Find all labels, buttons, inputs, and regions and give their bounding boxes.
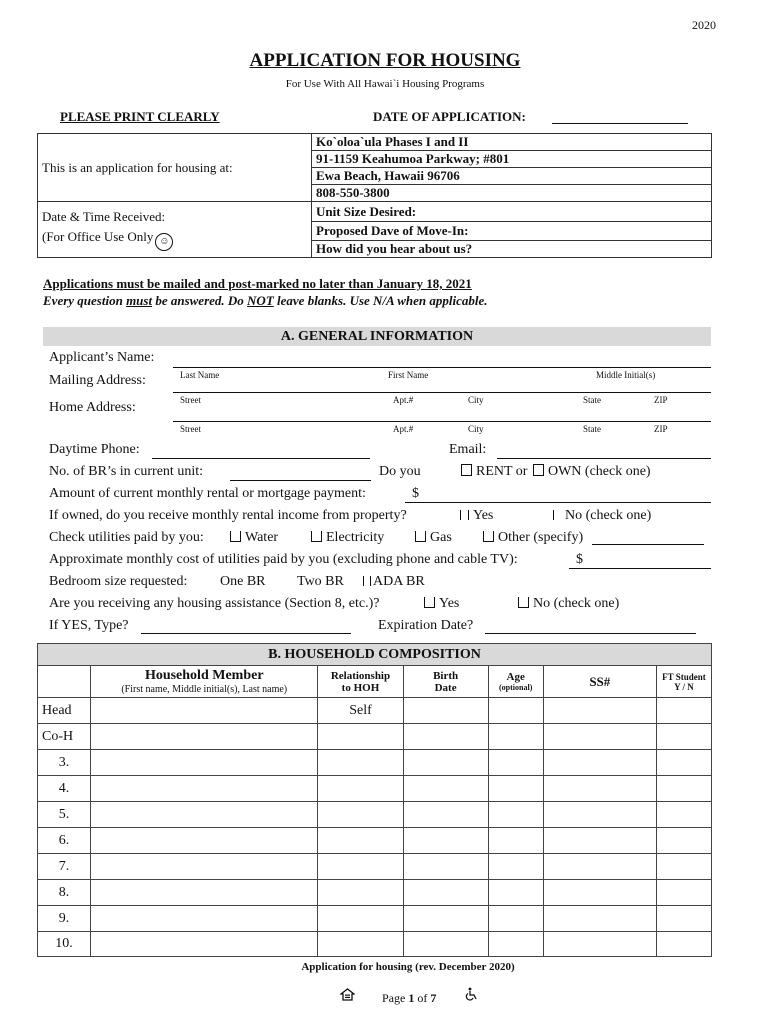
table-row bbox=[38, 880, 712, 906]
if-yes-type-label: If YES, Type? bbox=[49, 618, 129, 633]
table-row bbox=[38, 828, 712, 854]
street-caption: Street bbox=[180, 424, 201, 434]
birth-date-field[interactable] bbox=[403, 906, 488, 932]
utilities-label: Check utilities paid by you: bbox=[49, 530, 204, 545]
table-row bbox=[38, 724, 712, 750]
relationship-field[interactable] bbox=[318, 854, 403, 880]
birth-date-field[interactable] bbox=[403, 880, 488, 906]
member-name-field[interactable] bbox=[91, 828, 318, 854]
birth-date-field[interactable] bbox=[403, 854, 488, 880]
apt-caption: Apt.# bbox=[393, 395, 414, 405]
current-br-label: No. of BR’s in current unit: bbox=[49, 464, 203, 479]
row-label: 8. bbox=[38, 880, 91, 906]
ft-student-field[interactable] bbox=[656, 932, 711, 957]
ss-number-field[interactable] bbox=[543, 698, 656, 724]
apt-caption: Apt.# bbox=[393, 424, 414, 434]
member-name-field[interactable] bbox=[91, 854, 318, 880]
birth-date-field[interactable] bbox=[403, 750, 488, 776]
birth-date-header: Birth Date bbox=[403, 666, 488, 698]
member-name-field[interactable] bbox=[91, 724, 318, 750]
ss-number-field[interactable] bbox=[543, 750, 656, 776]
move-in-field[interactable]: Proposed Dave of Move-In: bbox=[312, 222, 712, 241]
member-name-field[interactable] bbox=[91, 698, 318, 724]
last-name-caption: Last Name bbox=[180, 370, 220, 380]
rent-checkbox[interactable] bbox=[461, 464, 472, 476]
electricity-checkbox[interactable]: Electricity bbox=[311, 530, 384, 546]
relationship-field[interactable] bbox=[318, 828, 403, 854]
utilities-cost-field[interactable] bbox=[569, 568, 711, 569]
state-caption: State bbox=[583, 424, 601, 434]
ft-student-field[interactable] bbox=[656, 828, 711, 854]
assistance-no[interactable]: No (check one) bbox=[518, 596, 619, 612]
own-checkbox[interactable] bbox=[533, 464, 544, 476]
mailing-address-field[interactable] bbox=[173, 392, 711, 393]
rules-notice: Every question must be answered. Do NOT leave blanks. Use N/A when applicable. bbox=[43, 293, 488, 308]
home-address-label: Home Address: bbox=[49, 400, 136, 415]
ada-br-option[interactable]: ADA BR bbox=[363, 574, 425, 590]
rent-own-choice: RENT or OWN (check one) bbox=[461, 464, 651, 480]
age-field[interactable] bbox=[488, 750, 543, 776]
ss-number-field[interactable] bbox=[543, 776, 656, 802]
other-checkbox[interactable]: Other (specify) bbox=[483, 530, 583, 546]
age-field[interactable] bbox=[488, 828, 543, 854]
ft-student-field[interactable] bbox=[656, 854, 711, 880]
ft-student-field[interactable] bbox=[656, 880, 711, 906]
member-name-field[interactable] bbox=[91, 802, 318, 828]
bedroom-size-label: Bedroom size requested: bbox=[49, 574, 188, 589]
dollar-sign: $ bbox=[412, 486, 419, 501]
ss-number-field[interactable] bbox=[543, 828, 656, 854]
age-field[interactable] bbox=[488, 932, 543, 957]
state-caption: State bbox=[583, 395, 601, 405]
other-specify-field[interactable] bbox=[592, 544, 704, 545]
birth-date-field[interactable] bbox=[403, 828, 488, 854]
deadline-notice: Applications must be mailed and post-marked no later than January 18, 2021 bbox=[43, 276, 472, 291]
email-field[interactable] bbox=[497, 458, 711, 459]
relationship-header: Relationship to HOH bbox=[318, 666, 403, 698]
table-row bbox=[38, 776, 712, 802]
equal-housing-icon bbox=[340, 988, 355, 1001]
relationship-field[interactable] bbox=[318, 906, 403, 932]
current-br-field[interactable] bbox=[230, 480, 371, 481]
relationship-field[interactable] bbox=[318, 776, 403, 802]
ft-student-field[interactable] bbox=[656, 906, 711, 932]
gas-checkbox[interactable]: Gas bbox=[415, 530, 452, 546]
table-row bbox=[38, 932, 712, 957]
assistance-type-field[interactable] bbox=[141, 633, 351, 634]
age-header: Age (optional) bbox=[488, 666, 543, 698]
monthly-rent-label: Amount of current monthly rental or mortgage payment: bbox=[49, 486, 366, 501]
monthly-rent-field[interactable] bbox=[405, 502, 711, 503]
ft-student-header: FT Student Y / N bbox=[656, 666, 711, 698]
row-label: Head bbox=[38, 698, 91, 724]
property-phone: 808-550-3800 bbox=[312, 185, 712, 202]
table-row bbox=[38, 906, 712, 932]
utilities-cost-label: Approximate monthly cost of utilities paid by you (excluding phone and cable TV): bbox=[49, 552, 518, 567]
member-name-field[interactable] bbox=[91, 750, 318, 776]
date-received-label: Date & Time Received: bbox=[42, 208, 166, 224]
heard-about-field[interactable]: How did you hear about us? bbox=[312, 241, 712, 258]
email-label: Email: bbox=[449, 442, 487, 457]
relationship-field[interactable] bbox=[318, 750, 403, 776]
birth-date-field[interactable] bbox=[403, 724, 488, 750]
expiration-date-field[interactable] bbox=[485, 633, 696, 634]
ss-number-field[interactable] bbox=[543, 802, 656, 828]
age-field[interactable] bbox=[488, 698, 543, 724]
year-label: 2020 bbox=[692, 18, 716, 32]
wheelchair-icon bbox=[464, 987, 478, 1001]
birth-date-field[interactable] bbox=[403, 776, 488, 802]
row-label: 7. bbox=[38, 854, 91, 880]
row-label: 3. bbox=[38, 750, 91, 776]
applicant-name-label: Applicant’s Name: bbox=[49, 350, 155, 365]
row-label: 5. bbox=[38, 802, 91, 828]
ft-student-field[interactable] bbox=[656, 802, 711, 828]
zip-caption: ZIP bbox=[654, 395, 668, 405]
daytime-phone-label: Daytime Phone: bbox=[49, 442, 140, 457]
birth-date-field[interactable] bbox=[403, 802, 488, 828]
applicant-name-field[interactable] bbox=[173, 367, 711, 368]
birth-date-field[interactable] bbox=[403, 932, 488, 957]
property-street: 91-1159 Keahumoa Parkway; #801 bbox=[312, 151, 712, 168]
member-name-field[interactable] bbox=[91, 932, 318, 957]
first-name-caption: First Name bbox=[388, 370, 429, 380]
application-for-cell: This is an application for housing at: bbox=[38, 134, 312, 202]
date-of-application-label: DATE OF APPLICATION: bbox=[373, 109, 526, 124]
daytime-phone-field[interactable] bbox=[152, 458, 370, 459]
member-name-field[interactable] bbox=[91, 906, 318, 932]
print-clearly-label: PLEASE PRINT CLEARLY bbox=[60, 109, 220, 124]
page-subtitle: For Use With All Hawai`i Housing Programs bbox=[285, 78, 485, 90]
unit-size-field[interactable]: Unit Size Desired: bbox=[312, 202, 712, 222]
member-name-field[interactable] bbox=[91, 880, 318, 906]
ss-header: SS# bbox=[543, 666, 656, 698]
water-checkbox[interactable]: Water bbox=[230, 530, 278, 546]
birth-date-field[interactable] bbox=[403, 698, 488, 724]
office-use-cell bbox=[38, 202, 312, 258]
ss-number-field[interactable] bbox=[543, 724, 656, 750]
age-field[interactable] bbox=[488, 724, 543, 750]
table-row bbox=[38, 750, 712, 776]
smiley-icon: ☺ bbox=[155, 233, 173, 251]
one-br-option[interactable]: One BR bbox=[220, 574, 266, 589]
rental-income-question: If owned, do you receive monthly rental income from property? bbox=[49, 508, 407, 523]
relationship-field[interactable] bbox=[318, 880, 403, 906]
ft-student-field[interactable] bbox=[656, 698, 711, 724]
zip-caption: ZIP bbox=[654, 424, 668, 434]
office-use-label: (For Office Use Only bbox=[42, 228, 154, 244]
date-of-application-field[interactable] bbox=[552, 123, 688, 124]
ft-student-field[interactable] bbox=[656, 750, 711, 776]
row-label: 6. bbox=[38, 828, 91, 854]
property-city: Ewa Beach, Hawaii 96706 bbox=[312, 168, 712, 185]
mailing-address-label: Mailing Address: bbox=[49, 373, 146, 388]
age-field[interactable] bbox=[488, 906, 543, 932]
assistance-yes[interactable]: Yes bbox=[424, 596, 459, 612]
rental-income-yes[interactable]: Yes bbox=[460, 508, 493, 524]
revision-label: Application for housing (rev. December 2020) bbox=[301, 961, 515, 973]
relationship-field[interactable] bbox=[318, 802, 403, 828]
section-a-header: A. GENERAL INFORMATION bbox=[43, 327, 711, 346]
ss-number-field[interactable] bbox=[543, 854, 656, 880]
table-row bbox=[38, 854, 712, 880]
relationship-field[interactable] bbox=[318, 724, 403, 750]
two-br-option[interactable]: Two BR bbox=[297, 574, 344, 589]
ss-number-field[interactable] bbox=[543, 880, 656, 906]
age-field[interactable] bbox=[488, 776, 543, 802]
street-caption: Street bbox=[180, 395, 201, 405]
section-b-header: B. HOUSEHOLD COMPOSITION bbox=[38, 644, 712, 666]
member-name-field[interactable] bbox=[91, 776, 318, 802]
home-address-field[interactable] bbox=[173, 421, 711, 422]
middle-initial-caption: Middle Initial(s) bbox=[596, 370, 656, 380]
rental-income-no[interactable]: No (check one) bbox=[553, 508, 651, 524]
relationship-field[interactable]: Self bbox=[318, 698, 403, 724]
ft-student-field[interactable] bbox=[656, 724, 711, 750]
city-caption: City bbox=[468, 395, 484, 405]
age-field[interactable] bbox=[488, 802, 543, 828]
property-name: Ko`oloa`ula Phases I and II bbox=[312, 134, 712, 151]
ft-student-field[interactable] bbox=[656, 776, 711, 802]
assistance-question: Are you receiving any housing assistance (Section 8, etc.)? bbox=[49, 596, 380, 611]
ss-number-field[interactable] bbox=[543, 932, 656, 957]
page-title: APPLICATION FOR HOUSING bbox=[249, 50, 521, 71]
member-header: Household Member (First name, Middle initial(s), Last name) bbox=[91, 666, 318, 698]
row-label: Co-H bbox=[38, 724, 91, 750]
city-caption: City bbox=[468, 424, 484, 434]
ss-number-field[interactable] bbox=[543, 906, 656, 932]
age-field[interactable] bbox=[488, 854, 543, 880]
household-table bbox=[37, 643, 712, 957]
row-label: 4. bbox=[38, 776, 91, 802]
page-number: Page 1 of 7 bbox=[382, 991, 437, 1005]
expiration-date-label: Expiration Date? bbox=[378, 618, 474, 633]
table-row bbox=[38, 698, 712, 724]
relationship-field[interactable] bbox=[318, 932, 403, 957]
row-label-header bbox=[38, 666, 91, 698]
do-you-label: Do you bbox=[379, 464, 421, 479]
dollar-sign: $ bbox=[576, 552, 583, 567]
age-field[interactable] bbox=[488, 880, 543, 906]
table-row bbox=[38, 802, 712, 828]
row-label: 10. bbox=[38, 932, 91, 957]
row-label: 9. bbox=[38, 906, 91, 932]
property-info-box bbox=[37, 133, 712, 258]
